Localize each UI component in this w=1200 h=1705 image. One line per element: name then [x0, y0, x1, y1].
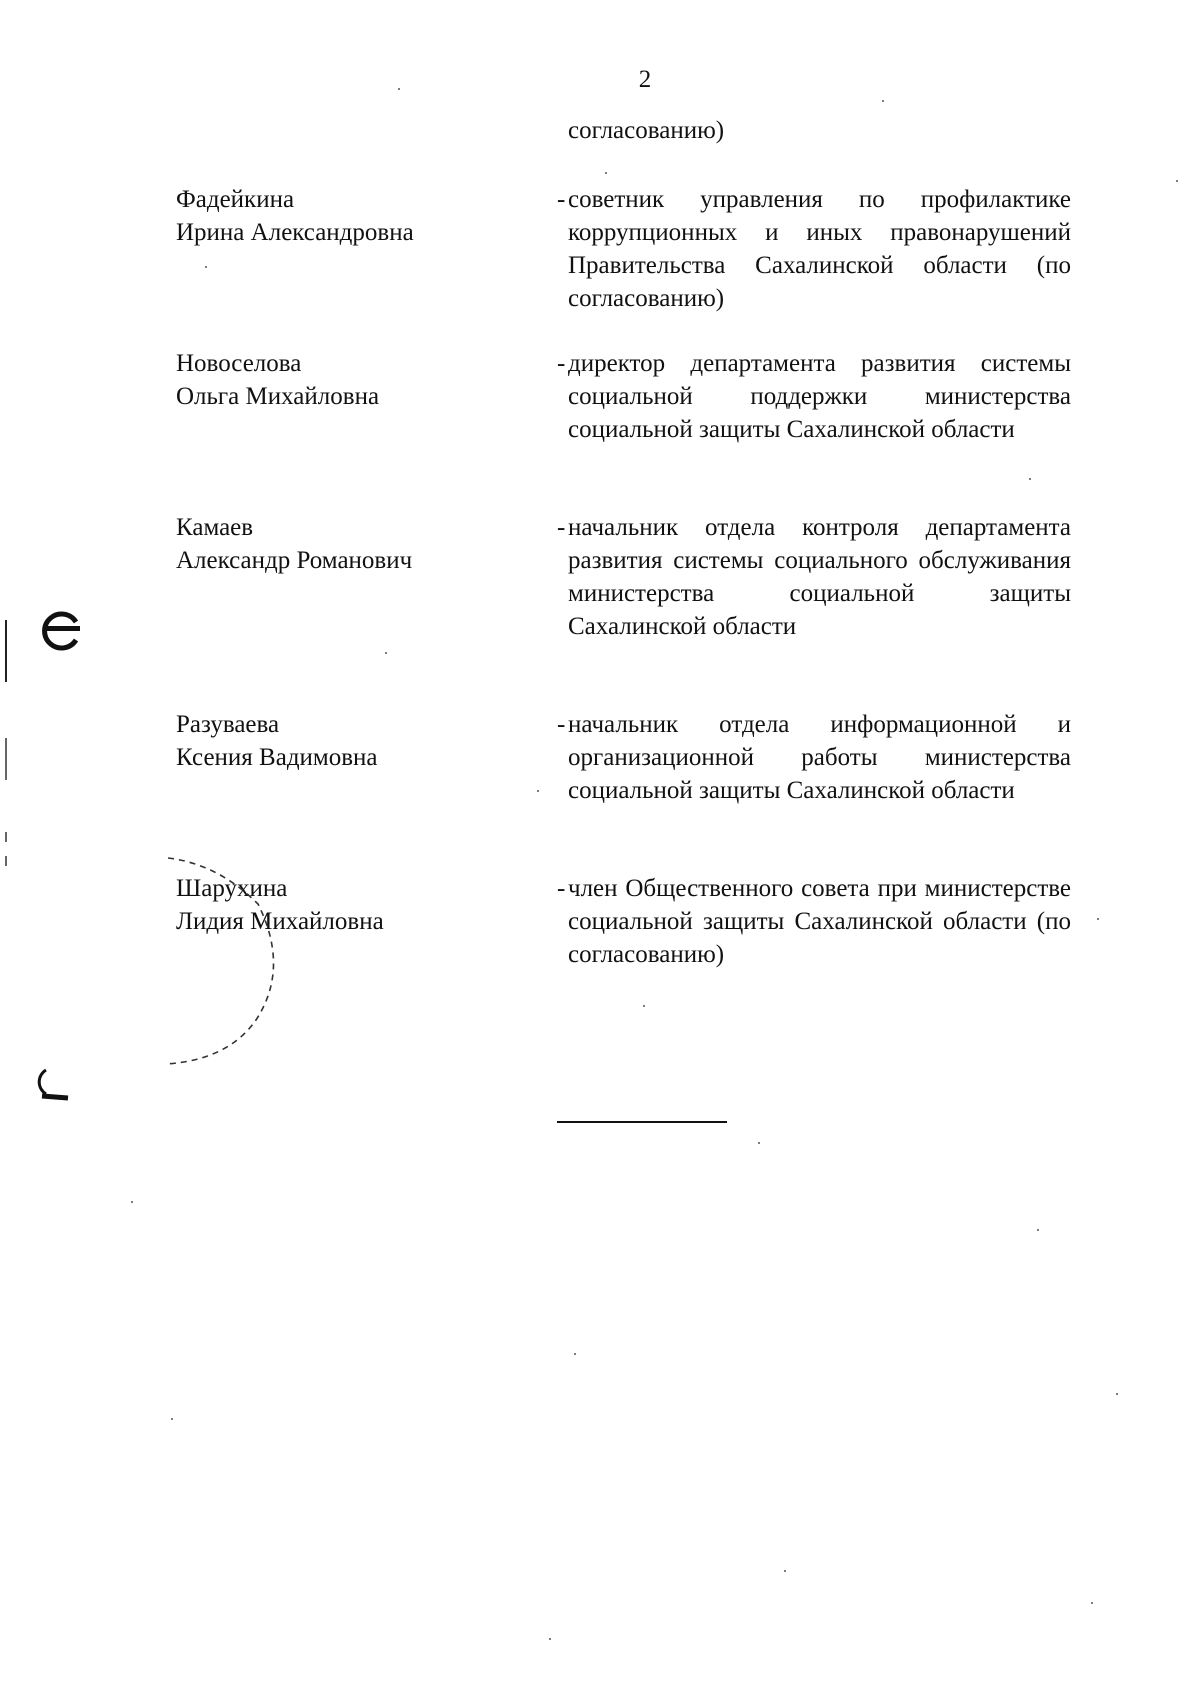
member-position: начальник отдела контроля департамента развития системы социального обслуживания министерства социальной защиты Сахалинской области — [568, 514, 1071, 640]
member-name — [176, 347, 516, 413]
member-name — [176, 183, 516, 249]
scan-speck — [549, 1638, 551, 1640]
scan-speck — [643, 1005, 645, 1007]
scan-speck — [398, 88, 400, 90]
scan-speck — [537, 790, 539, 792]
scan-speck — [205, 266, 207, 268]
scan-speck — [385, 652, 387, 654]
binder-hole-lower-icon — [34, 1064, 74, 1108]
stamp-trace-arc-icon — [158, 848, 288, 1088]
member-dash: - — [557, 186, 566, 213]
member-surname: Разуваева — [176, 711, 280, 738]
member-surname: Камаев — [176, 514, 254, 541]
scan-speck — [1116, 1393, 1118, 1395]
member-dash: - — [557, 875, 566, 902]
binder-hole-upper-icon — [34, 600, 84, 660]
member-dash: - — [557, 350, 566, 377]
member-surname: Новоселова — [176, 350, 302, 377]
page-number: 2 — [638, 66, 652, 93]
continuation-text: согласованию) — [568, 117, 725, 144]
scan-speck — [131, 1201, 133, 1203]
member-position: директор департамента развития системы социальной поддержки министерства социальной защиты Сахалинской области — [568, 350, 1071, 443]
member-given-names: Александр Романович — [176, 547, 413, 574]
member-given-names: Ольга Михайловна — [176, 383, 380, 410]
scan-speck — [1176, 180, 1178, 182]
member-given-names: Ксения Вадимовна — [176, 744, 378, 771]
member-dash: - — [557, 514, 566, 541]
scan-speck — [1091, 1602, 1093, 1604]
scan-speck — [882, 100, 884, 102]
member-name — [176, 511, 516, 577]
scan-speck — [171, 1418, 173, 1420]
scan-speck — [1097, 918, 1099, 920]
end-separator-line — [557, 1121, 727, 1123]
scan-speck — [784, 1570, 786, 1572]
scan-speck — [758, 1142, 760, 1144]
scan-speck — [574, 1353, 576, 1355]
member-position: советник управления по профилактике коррупционных и иных правонарушений Правительства Сахалинской области (по согласованию) — [568, 186, 1071, 312]
member-surname: Фадейкина — [176, 186, 295, 213]
scan-speck — [605, 172, 607, 174]
scan-speck — [1037, 1229, 1039, 1231]
member-given-names: Лидия Михайловна — [176, 908, 384, 935]
member-surname: Шарухина — [176, 875, 288, 902]
member-name — [176, 708, 516, 774]
margin-edge-mark-icon — [0, 620, 14, 880]
member-position: начальник отдела информационной и организационной работы министерства социальной защиты Сахалинской области — [568, 711, 1071, 804]
member-given-names: Ирина Александровна — [176, 219, 414, 246]
member-dash: - — [557, 711, 566, 738]
member-position: член Общественного совета при министерстве социальной защиты Сахалинской области (по согласованию) — [568, 875, 1071, 968]
scan-speck — [1029, 478, 1031, 480]
